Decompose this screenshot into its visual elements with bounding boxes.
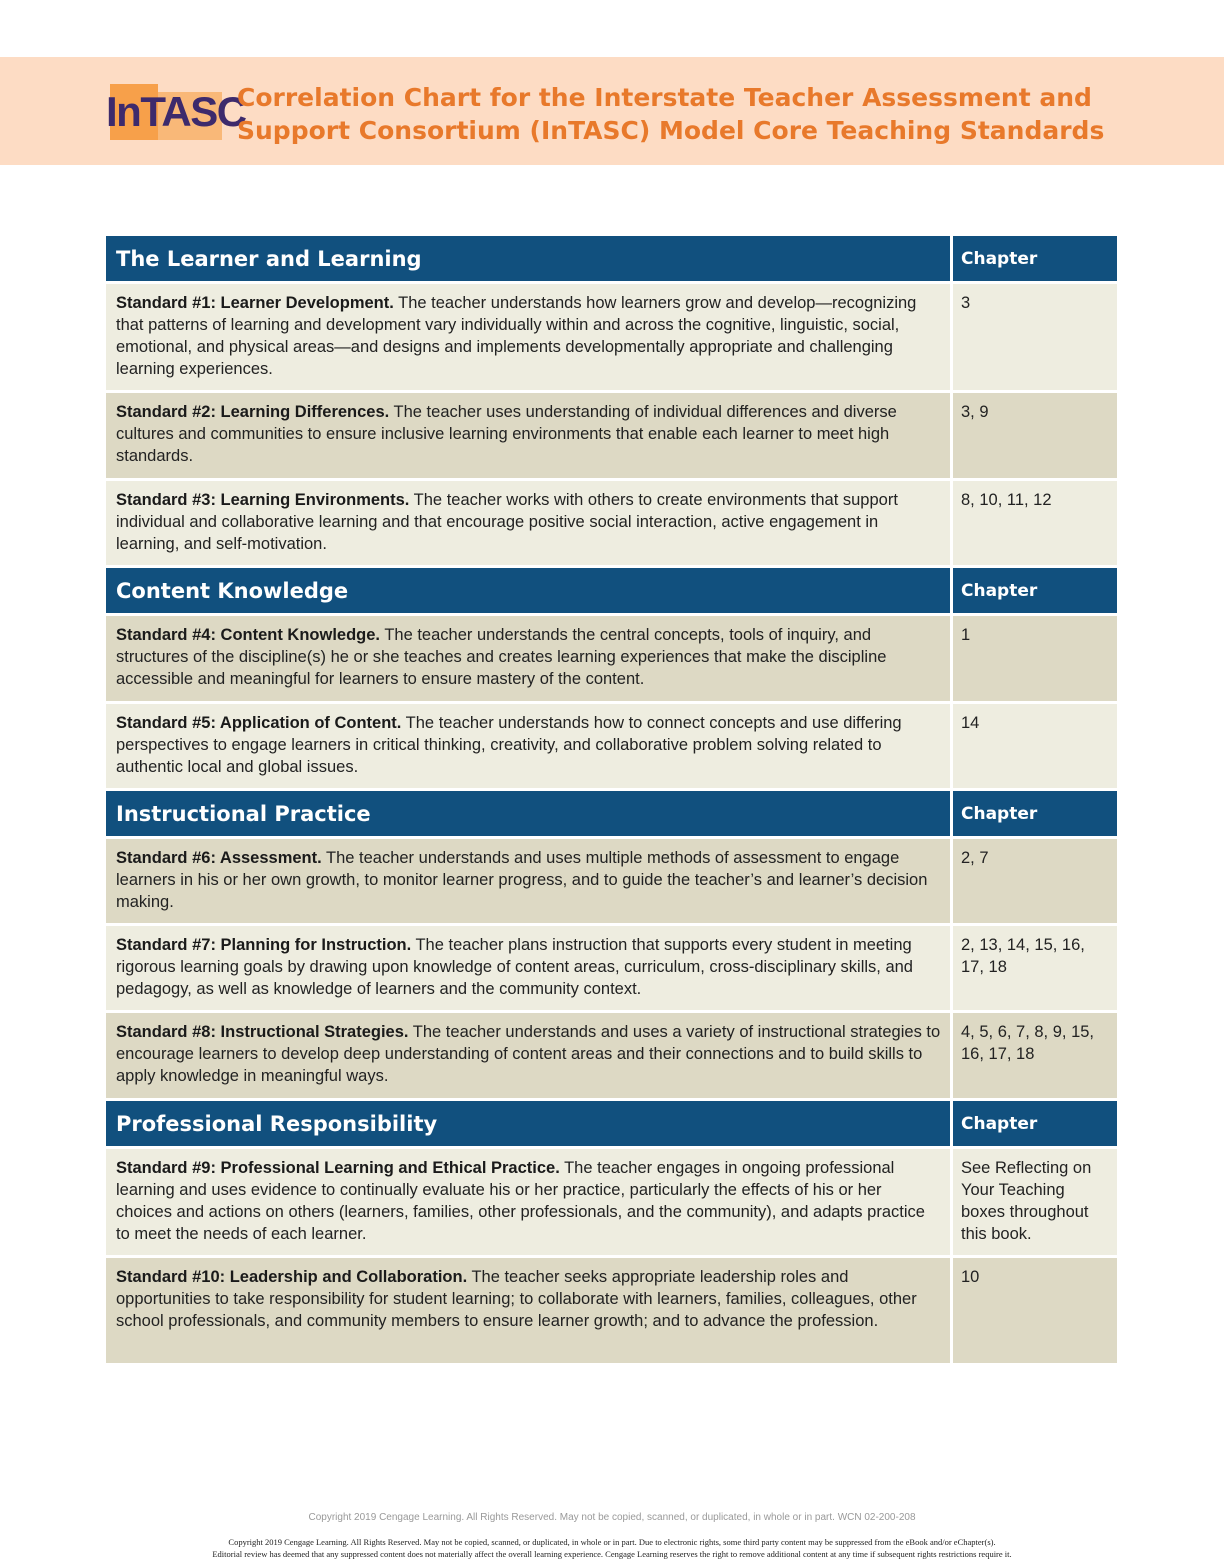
standard-description — [106, 284, 953, 393]
chapter-column-label: Chapter — [953, 1101, 1117, 1149]
section-header — [106, 791, 1117, 839]
section-title: Professional Responsibility — [106, 1101, 953, 1149]
standard-text: The teacher understands how learners grow and develop—recognizing that patterns of learning and development vary individually within and across the cognitive, linguistic, social, emotional, and physical areas—and designs and implements developmentally appropriate and challenging learning experiences. — [116, 294, 917, 378]
standard-name: Standard #1: Learner Development. — [116, 294, 394, 312]
standard-text: The teacher seeks appropriate leadership roles and opportunities to take responsibility for student learning; to collaborate with learners, families, colleagues, other school professionals, and community members to ensure learner growth; and to advance the profession. — [116, 1268, 917, 1330]
standard-name: Standard #9: Professional Learning and Ethical Practice. — [116, 1159, 560, 1177]
page-title — [237, 81, 1137, 147]
table-row — [106, 1258, 1117, 1366]
standard-name: Standard #6: Assessment. — [116, 849, 322, 867]
section-title: The Learner and Learning — [106, 236, 953, 284]
chapter-list: 1 — [953, 616, 1117, 704]
title-line-2: Support Consortium (InTASC) Model Core Teaching Standards — [237, 116, 1105, 145]
standard-text: The teacher understands and uses a variety of instructional strategies to encourage learners to develop deep understanding of content areas and their connections and to build skills to apply knowledge in meaningful ways. — [116, 1023, 941, 1085]
standard-description — [106, 926, 953, 1013]
section-title: Content Knowledge — [106, 568, 953, 616]
chapter-list: 3, 9 — [953, 393, 1117, 481]
standard-description — [106, 616, 953, 704]
rights-notice-line-2: Editorial review has deemed that any suppressed content does not materially affect the overall learning experience. Cengage Learning reserves the right to remove additional content at any time if subsequent rights restrictions require it. — [212, 1549, 1012, 1559]
rights-notice-line-1: Copyright 2019 Cengage Learning. All Rights Reserved. May not be copied, scanned, or duplicated, in whole or in part. Due to electronic rights, some third party content may be suppressed from the eBook and/or eChapter(s). — [228, 1537, 996, 1547]
standard-name: Standard #2: Learning Differences. — [116, 403, 390, 421]
standard-name: Standard #5: Application of Content. — [116, 714, 402, 732]
standard-text: The teacher engages in ongoing professional learning and uses evidence to continually evaluate his or her practice, particularly the effects of his or her choices and actions on others (learners, families, other professionals, and the community), and adapts practice to meet the needs of each learner. — [116, 1159, 925, 1243]
standard-name: Standard #8: Instructional Strategies. — [116, 1023, 409, 1041]
chapter-column-label: Chapter — [953, 236, 1117, 284]
chapter-list: 14 — [953, 704, 1117, 791]
table-row — [106, 1149, 1117, 1258]
table-row — [106, 1013, 1117, 1101]
table-row — [106, 284, 1117, 393]
standard-name: Standard #3: Learning Environments. — [116, 491, 410, 509]
title-line-1: Correlation Chart for the Interstate Teacher Assessment and — [237, 83, 1092, 112]
chapter-list: 3 — [953, 284, 1117, 393]
standard-text: The teacher works with others to create environments that support individual and collaborative learning and that encourage positive social interaction, active engagement in learning, and self-motivation. — [116, 491, 898, 553]
chapter-list: 10 — [953, 1258, 1117, 1366]
table-row — [106, 393, 1117, 481]
standard-description — [106, 1149, 953, 1258]
chapter-list: 4, 5, 6, 7, 8, 9, 15, 16, 17, 18 — [953, 1013, 1117, 1101]
standard-text: The teacher understands the central concepts, tools of inquiry, and structures of the discipline(s) he or she teaches and creates learning experiences that make the discipline accessible and meaningful for learners to ensure mastery of the content. — [116, 626, 887, 688]
section-title: Instructional Practice — [106, 791, 953, 839]
chapter-list: 2, 7 — [953, 839, 1117, 926]
standard-description — [106, 393, 953, 481]
standard-text: The teacher understands and uses multiple methods of assessment to engage learners in his or her own growth, to monitor learner progress, and to guide the teacher’s and learner’s decision making. — [116, 849, 928, 911]
table-row — [106, 704, 1117, 791]
standard-description — [106, 481, 953, 568]
standard-name: Standard #7: Planning for Instruction. — [116, 936, 412, 954]
chapter-list: 8, 10, 11, 12 — [953, 481, 1117, 568]
intasc-logo — [106, 84, 246, 142]
section-header — [106, 1101, 1117, 1149]
standard-name: Standard #10: Leadership and Collaboration. — [116, 1268, 468, 1286]
table-row — [106, 616, 1117, 704]
standard-description — [106, 839, 953, 926]
standard-text: The teacher understands how to connect concepts and use differing perspectives to engage learners in critical thinking, creativity, and collaborative problem solving related to authentic local and global issues. — [116, 714, 902, 776]
standard-description — [106, 1013, 953, 1101]
standard-text: The teacher plans instruction that supports every student in meeting rigorous learning goals by drawing upon knowledge of content areas, curriculum, cross-disciplinary skills, and pedagogy, as well as knowledge of learners and the community context. — [116, 936, 913, 998]
standard-text: The teacher uses understanding of individual differences and diverse cultures and communities to ensure inclusive learning environments that enable each learner to meet high standards. — [116, 403, 897, 465]
table-row — [106, 926, 1117, 1013]
chapter-list: See Reflecting on Your Teaching boxes throughout this book. — [953, 1149, 1117, 1258]
section-header — [106, 568, 1117, 616]
chapter-list: 2, 13, 14, 15, 16, 17, 18 — [953, 926, 1117, 1013]
chapter-column-label: Chapter — [953, 568, 1117, 616]
standards-table — [106, 236, 1117, 1366]
standard-name: Standard #4: Content Knowledge. — [116, 626, 381, 644]
rights-notice — [0, 1536, 1224, 1560]
copyright-line: Copyright 2019 Cengage Learning. All Rights Reserved. May not be copied, scanned, or duplicated, in whole or in part. WCN 02-200-208 — [308, 1512, 916, 1523]
section-header — [106, 236, 1117, 284]
standard-description — [106, 1258, 953, 1366]
logo-text: InTASC — [106, 88, 246, 135]
table-row — [106, 481, 1117, 568]
standard-description — [106, 704, 953, 791]
table-row — [106, 839, 1117, 926]
chapter-column-label: Chapter — [953, 791, 1117, 839]
